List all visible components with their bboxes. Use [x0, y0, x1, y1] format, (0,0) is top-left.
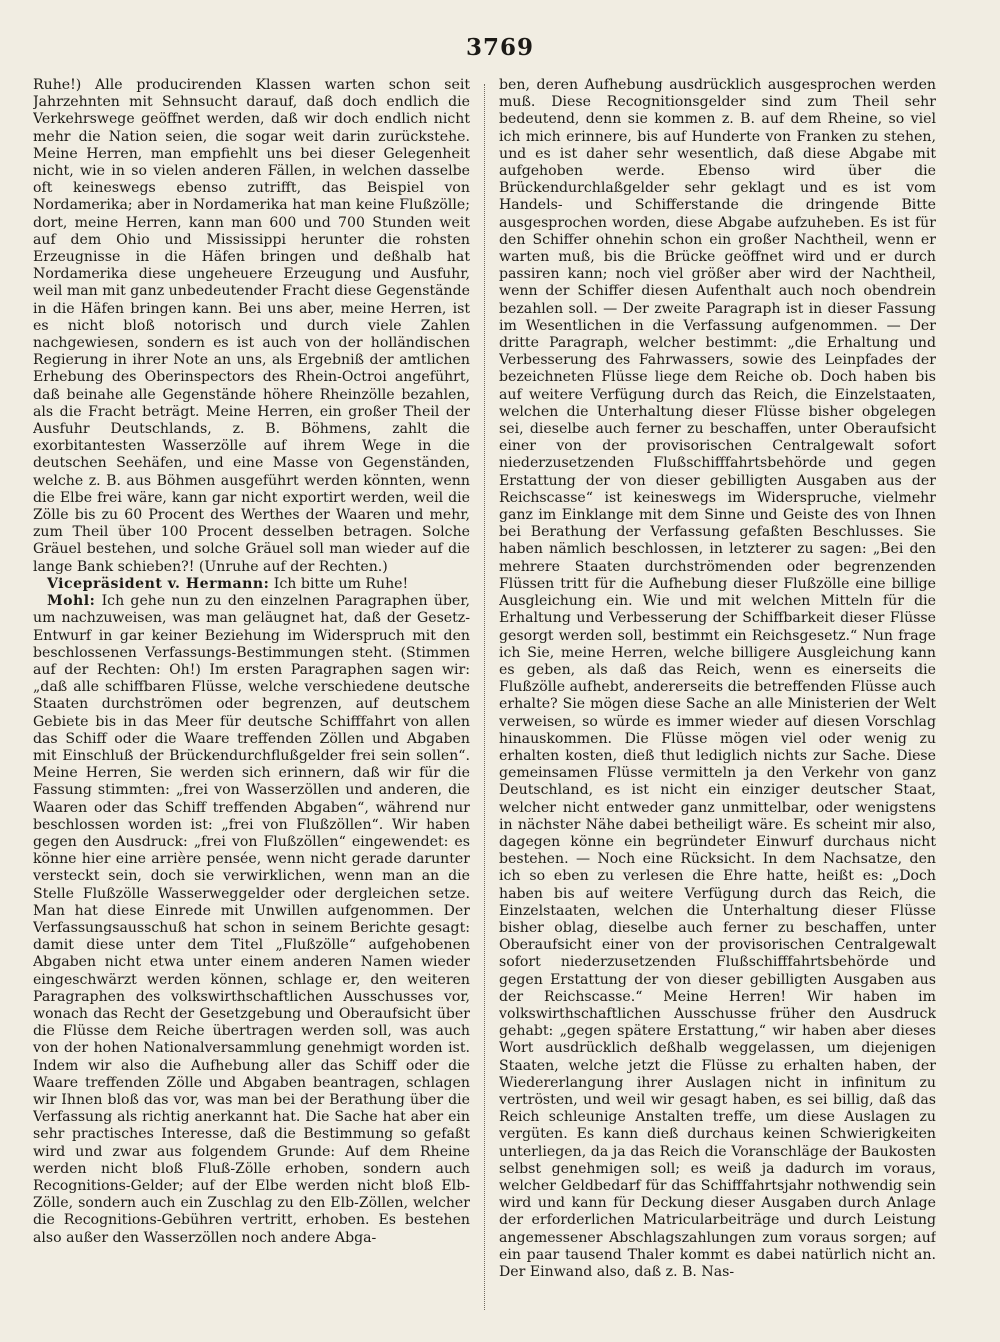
paragraph: Ruhe!) Alle producirenden Klassen warten schon seit Jahrzehnten mit Sehnsucht darauf, daß doch endlich die Verkehrswege geöffnet werden, daß wir doch endlich nicht mehr die Nation seien, die sogar weit darin zurückstehe. Meine Herren, man empfiehlt uns bei dieser Gelegenheit nicht, wie in so vielen anderen Fällen, in welchen dasselbe oft keineswegs ebenso zutrifft, das Beispiel von Nordamerika; aber in Nordamerika hat man keine Flußzölle; dort, meine Herren, kann man 600 und 700 Stunden weit auf dem Ohio und Mississippi herunter die rohsten Erzeugnisse in die Häfen bringen und deßhalb hat Nordamerika diese ungeheuere Erzeugung und Ausfuhr, weil man mit ganz unbedeutender Fracht diese Gegenstände in die Häfen bringen kann. Bei uns aber, meine Herren, ist es nicht bloß notorisch und durch viele Zahlen nachgewiesen, sondern es ist auch von der holländischen Regierung in ihrer Note an uns, als Ergebniß der amtlichen Erhebung des Oberinspectors des Rhein-Octroi angeführt, daß beinahe alle Gegenstände höhere Rheinzölle bezahlen, als die Fracht beträgt. Meine Herren, ein großer Theil der Ausfuhr Deutschlands, z. B. Böhmens, zahlt die exorbitantesten Wasserzölle auf ihrem Wege in die deutschen Seehäfen, und eine Masse von Gegenständen, welche z. B. aus Böhmen ausgeführt werden könnten, wenn die Elbe frei wäre, kann gar nicht exportirt werden, weil die Zölle bis zu 60 Procent des Werthes der Waaren und mehr, zum Theil über 100 Procent desselben betragen. Solche Gräuel bestehen, und solche Gräuel soll man wieder auf die lange Bank schieben?! (Unruhe auf der Rechten.): [33, 77, 470, 575]
left-column: [33, 77, 470, 1307]
speech-paragraph: [33, 576, 470, 593]
speech-paragraph: [33, 593, 470, 1247]
page-number: 3769: [465, 34, 534, 61]
speaker-name: Mohl:: [47, 593, 96, 610]
column-divider: [484, 84, 485, 1310]
speech-text: Ich bitte um Ruhe!: [273, 575, 409, 592]
speaker-name: Vicepräsident v. Hermann:: [47, 575, 270, 592]
right-column: [499, 77, 936, 1307]
speech-text: Ich gehe nun zu den einzelnen Paragraphen über, um nachzuweisen, was man geläugnet hat, daß der Gesetz-Entwurf in gar keiner Beziehung im Widerspruch mit den beschlossenen Verfassungs-Bestimmungen steht. (Stimmen auf der Rechten: Oh!) Im ersten Paragraphen sagen wir: „daß alle schiffbaren Flüsse, welche verschiedene deutsche Staaten durchströmen oder begrenzen, auf deutschem Gebiete bis in das Meer für deutsche Schifffahrt von allen das Schiff oder die Waare treffenden Zöllen und Abgaben mit Einschluß der Brückendurchflußgelder frei sein sollen“. Meine Herren, Sie werden sich erinnern, daß wir für die Fassung stimmten: „frei von Wasserzöllen und anderen, die Waaren oder das Schiff treffenden Abgaben“, während nur beschlossen worden ist: „frei von Flußzöllen“. Wir haben gegen den Ausdruck: „frei von Flußzöllen“ eingewendet: es könne hier eine arrière pensée, wenn nicht gerade darunter versteckt sein, doch sie verwirklichen, wenn man an die Stelle Flußzölle Wasserweggelder oder dergleichen setze. Man hat diese Einrede mit Unwillen aufgenommen. Der Verfassungsausschuß hat schon in seinem Berichte gesagt: damit diese unter dem Titel „Flußzölle“ aufgehobenen Abgaben nicht etwa unter einem anderen Namen wieder eingeschwärzt werden können, schlage er, den weiteren Paragraphen des volkswirthschaftlichen Ausschusses vor, wonach das Recht der Gesetzgebung und Oberaufsicht über die Flüsse dem Reiche übertragen werden soll, was auch von der hohen Nationalversammlung genehmigt worden ist. Indem wir also die Aufhebung aller das Schiff oder die Waare treffenden Zölle und Abgaben beantragen, schlagen wir Ihnen bloß das vor, was man bei der Berathung über die Verfassung als richtig anerkannt hat. Die Sache hat aber ein sehr practisches Interesse, daß die Bestimmung so gefaßt wird und zwar aus folgendem Grunde: Auf dem Rheine werden nicht bloß Fluß-Zölle erhoben, sondern auch Recognitions-Gelder; auf der Elbe werden nicht bloß Elb-Zölle, sondern auch ein Zuschlag zu den Elb-Zöllen, welcher die Recognitions-Gebühren vertritt, erhoben. Es bestehen also außer den Wasserzöllen noch andere Abga-: [33, 593, 470, 1246]
paragraph: ben, deren Aufhebung ausdrücklich ausgesprochen werden muß. Diese Recognitionsgelder sind zum Theil sehr bedeutend, denn sie kommen z. B. auf dem Rheine, so viel ich mich erinnere, bis auf Hunderte von Franken zu stehen, und es ist daher sehr wesentlich, daß diese Abgabe mit aufgehoben werde. Ebenso wird über die Brückendurchlaßgelder sehr geklagt und es ist vom Handels- und Schifferstande die dringende Bitte ausgesprochen worden, diese Abgabe aufzuheben. Es ist für den Schiffer ohnehin schon ein großer Nachtheil, wenn er warten muß, bis die Brücke geöffnet wird und er durch passiren kann; noch viel größer aber wird der Nachtheil, wenn der Schiffer diesen Aufenthalt auch noch obendrein bezahlen soll. — Der zweite Paragraph ist in dieser Fassung im Wesentlichen in die Verfassung aufgenommen. — Der dritte Paragraph, welcher bestimmt: „die Erhaltung und Verbesserung des Fahrwassers, sowie des Leinpfades der bezeichneten Flüsse liege dem Reiche ob. Doch haben bis auf weitere Verfügung durch das Reich, die Einzelstaaten, welchen die Unterhaltung dieser Flüsse bisher obgelegen sei, dieselbe auch ferner zu beschaffen, unter Oberaufsicht einer von der provisorischen Centralgewalt sofort niederzusetzenden Flußschifffahrtsbehörde und gegen Erstattung der von dieser gebilligten Ausgaben aus der Reichscasse“ ist keineswegs im Widerspruche, vielmehr ganz im Einklange mit dem Sinne und Geiste des von Ihnen bei Berathung der Verfassung gefaßten Beschlusses. Sie haben nämlich beschlossen, in letzterer zu sagen: „Bei den mehrere Staaten durchströmenden oder begrenzenden Flüssen tritt für die Aufhebung dieser Flußzölle eine billige Ausgleichung ein. Wie und mit welchen Mitteln für die Erhaltung und Verbesserung der Schiffbarkeit dieser Flüsse gesorgt werden soll, bestimmt ein Reichsgesetz.“ Nun frage ich Sie, meine Herren, welche billigere Ausgleichung kann es geben, als daß das Reich, wenn es einerseits die Flußzölle aufhebt, andererseits die betreffenden Flüsse auch erhalte? Sie mögen diese Sache an alle Ministerien der Welt verweisen, so würde es immer wieder auf diesen Vorschlag hinauskommen. Die Flüsse mögen viel oder wenig zu erhalten kosten, dieß thut lediglich nichts zur Sache. Diese gemeinsamen Flüsse vermitteln ja den Verkehr von ganz Deutschland, es ist nicht ein einziger deutscher Staat, welcher nicht entweder ganz unmittelbar, oder wenigstens in nächster Nähe dabei betheiligt wäre. Es scheint mir also, dagegen könne ein begründeter Einwurf durchaus nicht bestehen. — Noch eine Rücksicht. In dem Nachsatze, den ich so eben zu verlesen die Ehre hatte, heißt es: „Doch haben bis auf weitere Verfügung durch das Reich, die Einzelstaaten, welchen die Unterhaltung dieser Flüsse bisher oblag, dieselbe auch ferner zu beschaffen, unter Oberaufsicht einer von der provisorischen Centralgewalt sofort niederzusetzenden Flußschifffahrtsbehörde und gegen Erstattung der von dieser gebilligten Ausgaben aus der Reichscasse.“ Meine Herren! Wir haben im volkswirthschaftlichen Ausschusse früher den Ausdruck gehabt: „gegen spätere Erstattung,“ wir haben aber dieses Wort ausdrücklich deßhalb weggelassen, um diejenigen Staaten, welche jetzt die Flüsse zu erhalten haben, der Wiedererlangung ihrer Auslagen nicht in infinitum zu vertrösten, und weil wir gesagt haben, es sei billig, daß das Reich schleunige Anstalten treffe, um diese Auslagen zu vergüten. Es kann dieß durchaus keinen Schwierigkeiten unterliegen, da ja das Reich die Voranschläge der Baukosten selbst genehmigen soll; es weiß ja dadurch im voraus, welcher Geldbedarf für das Schifffahrtsjahr nothwendig sein wird und kann für Deckung dieser Ausgaben durch Anlage der erforderlichen Matricularbeiträge und durch Leistung angemessener Abschlagszahlungen zum voraus sorgen; auf ein paar tausend Thaler kommt es dabei natürlich nicht an. Der Einwand also, daß z. B. Nas-: [499, 77, 936, 1281]
